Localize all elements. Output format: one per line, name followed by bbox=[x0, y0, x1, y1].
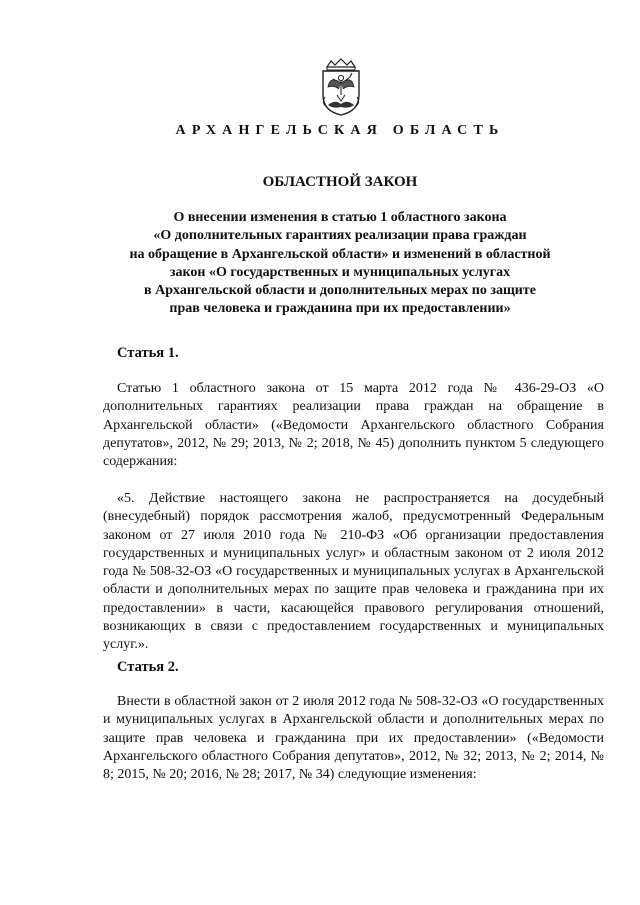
law-title-line: О внесении изменения в статью 1 областного закона bbox=[173, 210, 507, 225]
article-2-heading: Статья 2. bbox=[117, 659, 179, 675]
law-title-line: «О дополнительных гарантиях реализации права граждан bbox=[153, 228, 527, 244]
law-type-heading: ОБЛАСТНОЙ ЗАКОН bbox=[262, 174, 418, 190]
law-title-line: на обращение в Архангельской области» и изменений в областной bbox=[129, 246, 551, 262]
article-1-heading: Статья 1. bbox=[117, 345, 179, 361]
article-1-paragraph-1: Статью 1 областного закона от 15 марта 2012 года № 436-29-ОЗ «О дополнительных гарантиях реализации права граждан на обращение в Архангельской области» («Ведомости Архангельского областного Собрания депутатов», 2012, № 29; 2013, № 2; 2018, № 45) дополнить пунктом 5 следующего содержания: bbox=[103, 381, 604, 470]
law-title-line: в Архангельской области и дополнительных мерах по защите bbox=[144, 283, 536, 299]
law-title-line: закон «О государственных и муниципальных услугах bbox=[169, 264, 511, 280]
law-title bbox=[100, 209, 580, 319]
article-1-paragraph-2: «5. Действие настоящего закона не распространяется на досудебный (внесудебный) порядок рассмотрения жалоб, предусмотренный Федеральным законом от 27 июля 2010 года № 210-ФЗ «Об организации предоставления государственных и муниципальных услуг» и областным законом от 2 июля 2012 года № 508-32-ОЗ «О государственных и муниципальных услугах в Архангельской области и дополнительных мерах по защите прав человека и гражданина при их предоставлении» в части, касающейся правового регулирования отношений, возникающих в связи с предоставлением государственных и муниципальных услуг.». bbox=[103, 491, 604, 653]
region-name: АРХАНГЕЛЬСКАЯ ОБЛАСТЬ bbox=[175, 123, 505, 138]
arkhangelsk-coat-of-arms-icon bbox=[315, 57, 367, 117]
article-2-paragraph-1: Внести в областной закон от 2 июля 2012 года № 508-32-ОЗ «О государственных и муниципальных услугах в Архангельской области и дополнительных мерах по защите прав человека и гражданина при их предоставлении» («Ведомости Архангельского областного Собрания депутатов», 2012, № 32; 2013, № 2; 2014, № 8; 2015, № 20; 2016, № 28; 2017, № 34) следующие изменения: bbox=[103, 694, 604, 783]
law-title-line: прав человека и гражданина при их предоставлении» bbox=[169, 301, 511, 317]
